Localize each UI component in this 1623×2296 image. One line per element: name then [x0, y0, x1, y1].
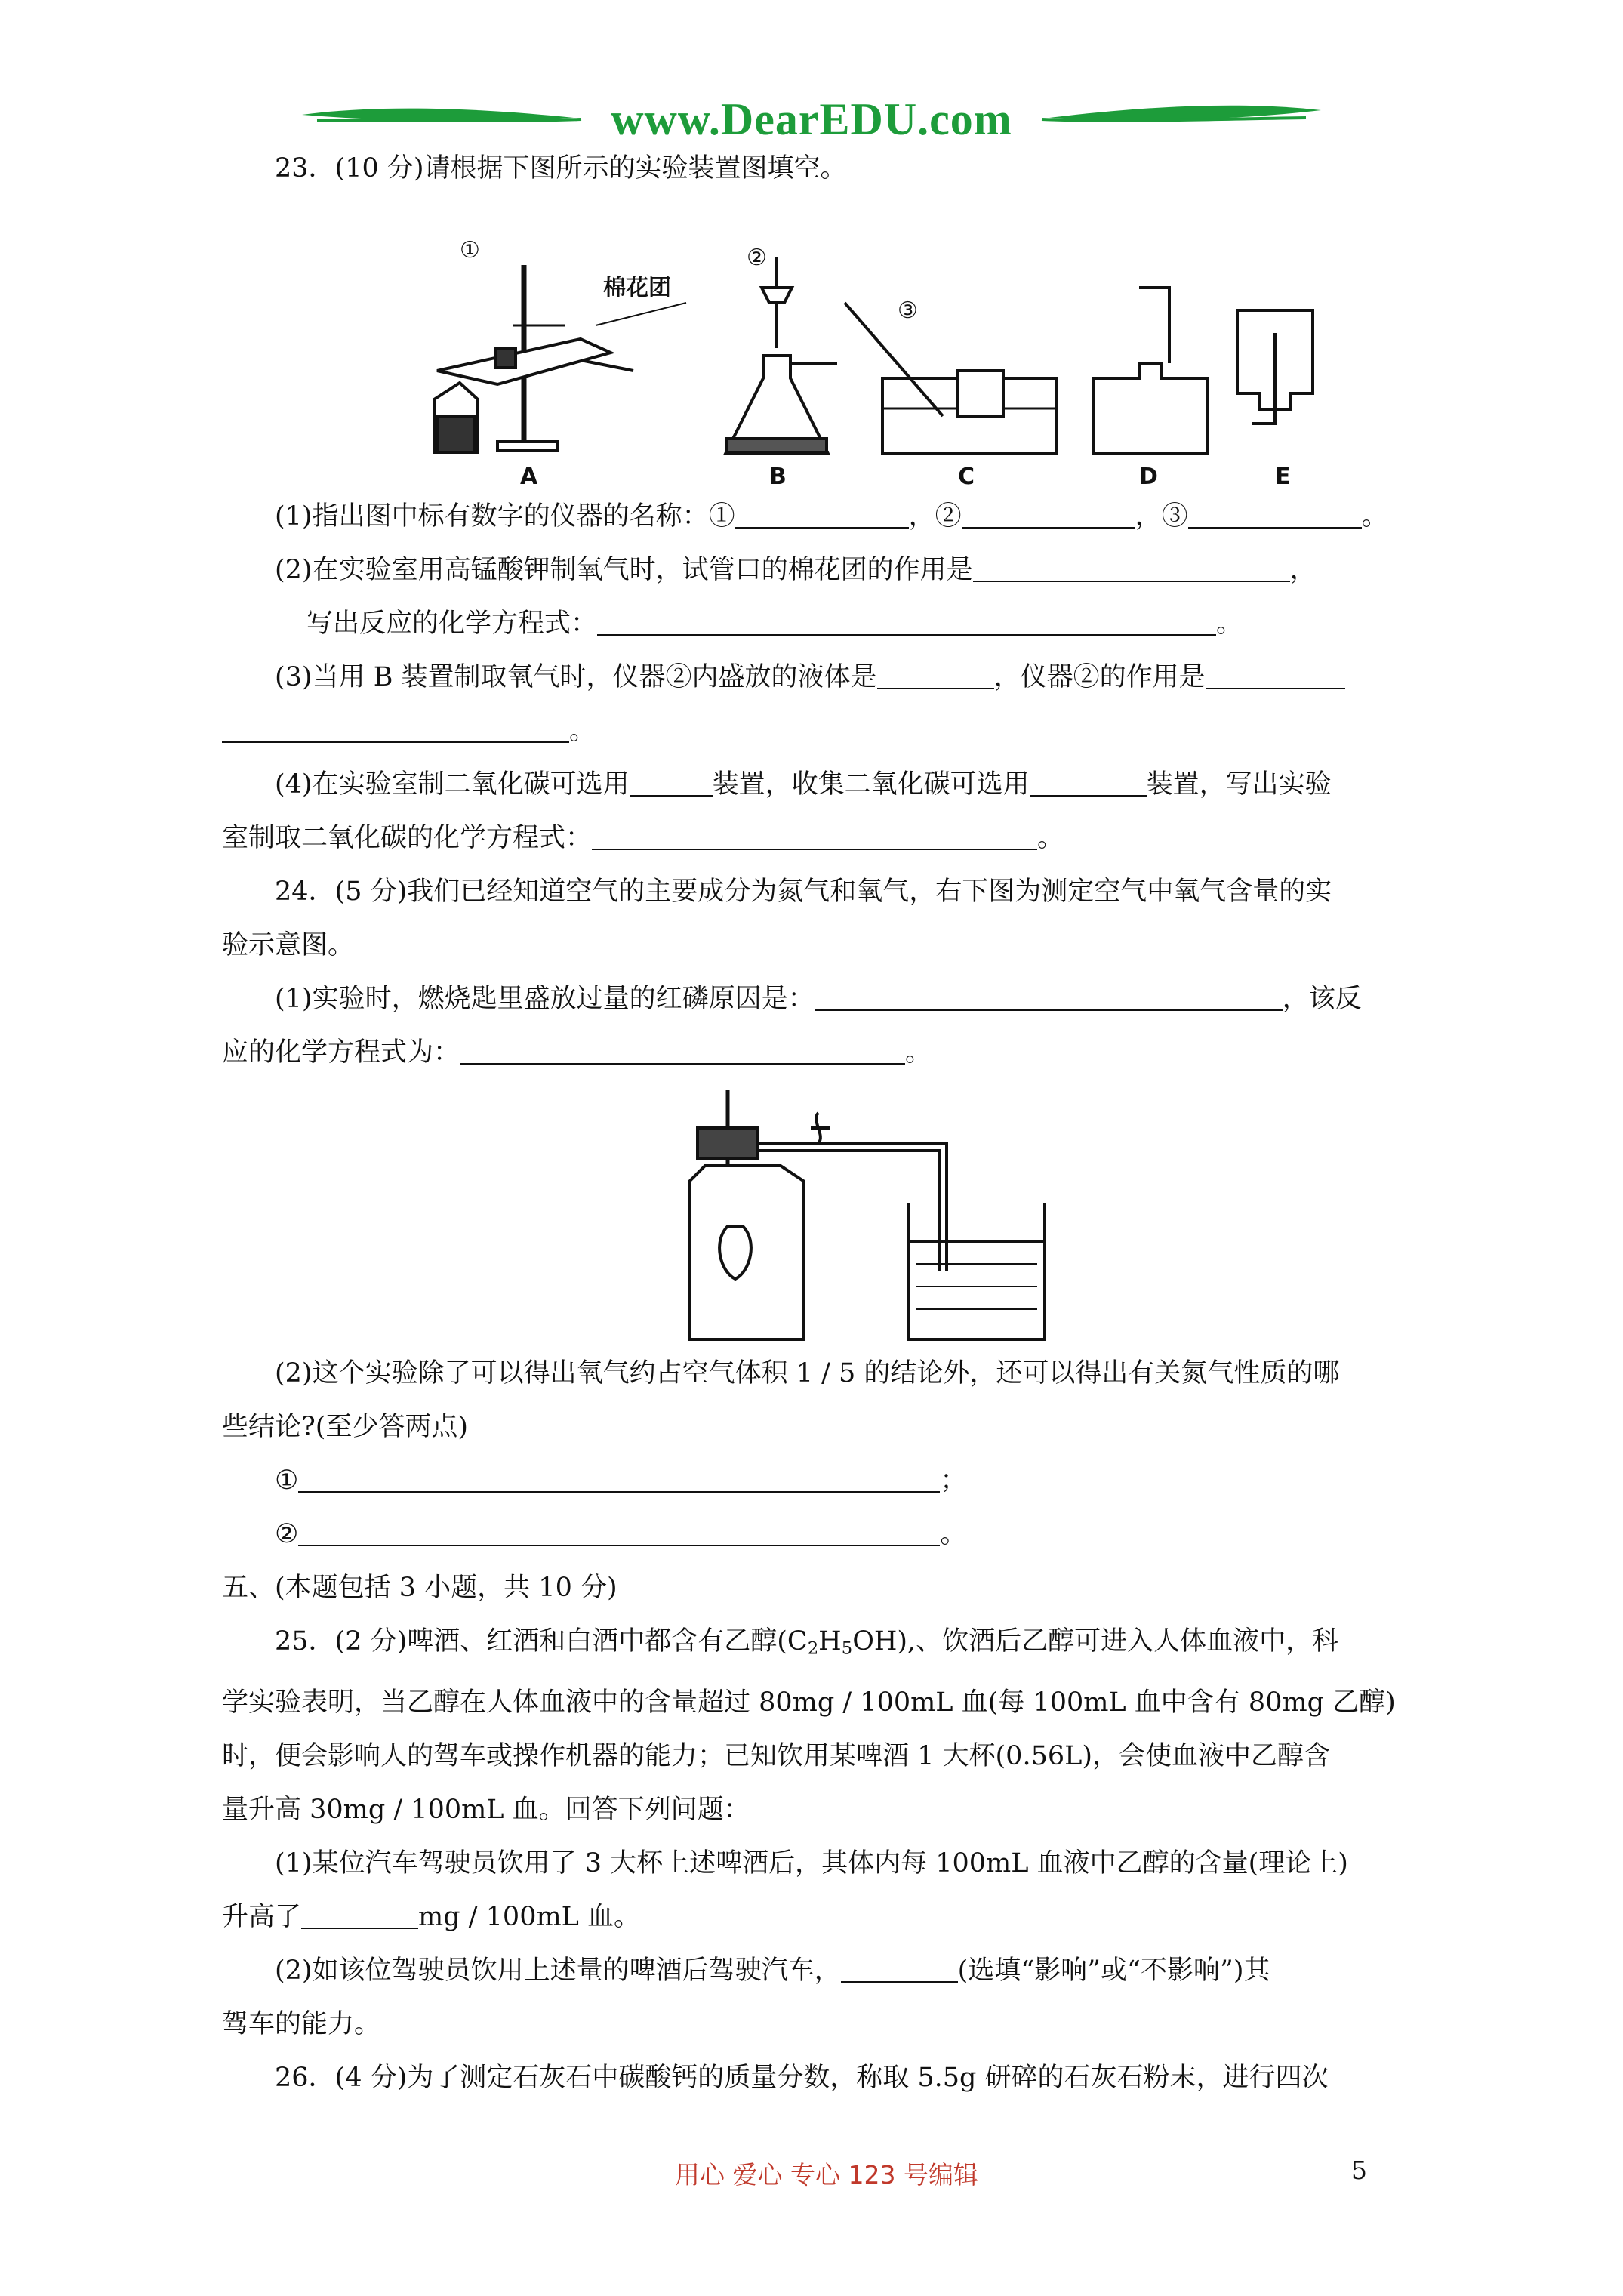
- q24-apparatus-figure: [682, 1090, 1135, 1347]
- answer-blank[interactable]: [841, 1955, 958, 1983]
- q25-l1-text-c: OH),、饮酒后乙醇可进入人体血液中，科: [852, 1626, 1339, 1657]
- q23-p4-text-c: 装置，写出实验: [1146, 769, 1332, 800]
- q23-p2-text-a: (2)在实验室用高锰酸钾制氧气时，试管口的棉花团的作用是: [275, 555, 973, 585]
- q23-part2-cont: [222, 597, 1416, 651]
- q25-p2-text-b: (选填“影响”或“不影响”)其: [957, 1955, 1270, 1986]
- q23-p4c-text-a: 室制取二氧化碳的化学方程式：: [222, 823, 593, 853]
- q25-l1-text-a: 25．(2 分)啤酒、红酒和白酒中都含有乙醇(C: [275, 1626, 808, 1657]
- q24-p1-text-a: (1)实验时，燃烧匙里盛放过量的红磷原因是：: [275, 984, 815, 1014]
- q24-p1-text-b: ，该反: [1282, 984, 1362, 1014]
- q25-part2: [222, 1944, 1416, 1998]
- answer-blank[interactable]: [1030, 769, 1147, 797]
- q23-part1: [222, 490, 1416, 544]
- answer-blank[interactable]: [973, 554, 1290, 582]
- fig-label-3: ③: [898, 297, 918, 324]
- q24-title-line1: 24．(5 分)我们已经知道空气的主要成分为氮气和氧气，右下图为测定空气中氧气含量的实: [275, 877, 1332, 907]
- q24-p1c-text-b: 。: [905, 1037, 932, 1068]
- fig-label-1: ①: [460, 237, 480, 264]
- q24-part1: [222, 972, 1416, 1026]
- q23-p4c-text-b: 。: [1037, 823, 1064, 853]
- q24-title-line2: 验示意图。: [222, 930, 355, 960]
- section-5-heading: 五、(本题包括 3 小题，共 10 分): [222, 1573, 617, 1603]
- q25-line3: 时，便会影响人的驾车或操作机器的能力；已知饮用某啤酒 1 大杯(0.56L)，会使血液中乙醇含: [222, 1740, 1331, 1771]
- q23-p3-text-b: ，仪器②的作用是: [993, 662, 1206, 692]
- q24-p1c-text-a: 应的化学方程式为：: [222, 1037, 460, 1068]
- footer-text: 用心 爱心 专心 123 号编辑: [675, 2160, 978, 2190]
- page-number: 5: [1351, 2156, 1367, 2185]
- site-logo-text: www.DearEDU.com: [611, 94, 1012, 144]
- q23-part4: [222, 758, 1416, 812]
- q25-subscript-2: 2: [807, 1638, 819, 1659]
- q23-p2-text-b: ，: [1289, 555, 1317, 585]
- q23-p2c-text-b: 。: [1216, 609, 1243, 639]
- q23-p1-text-d: 。: [1361, 501, 1388, 532]
- answer-blank[interactable]: [298, 1465, 940, 1493]
- fig-label-cotton: 棉花团: [603, 275, 671, 301]
- answer-blank[interactable]: [597, 608, 1216, 636]
- q25-part1: (1)某位汽车驾驶员饮用了 3 大杯上述啤酒后，其体内每 100mL 血液中乙醇的含量(理论上): [275, 1848, 1348, 1878]
- q23-title: 23．(10 分)请根据下图所示的实验装置图填空。: [275, 153, 847, 183]
- answer-blank[interactable]: [1206, 661, 1345, 689]
- q25-p1c-text-b: mg / 100mL 血。: [418, 1901, 641, 1932]
- page-footer: [0, 2156, 1623, 2201]
- fig-label-A: A: [520, 464, 538, 490]
- q23-part3: [222, 651, 1416, 704]
- q23-part2: [222, 544, 1416, 597]
- q23-p3-text-a: (3)当用 B 装置制取氧气时，仪器②内盛放的液体是: [275, 662, 877, 692]
- answer-blank[interactable]: [298, 1518, 940, 1546]
- q24-answer-2-end: 。: [940, 1519, 967, 1549]
- answer-blank[interactable]: [1188, 501, 1362, 529]
- q25-part2-cont: 驾车的能力。: [222, 2008, 381, 2039]
- answer-blank[interactable]: [630, 769, 713, 797]
- q25-line2: 学实验表明，当乙醇在人体血液中的含量超过 80mg / 100mL 血(每 100mL 血中含有 80mg 乙醇): [222, 1687, 1396, 1718]
- q24-part2-line2: 些结论?(至少答两点): [222, 1412, 469, 1442]
- q25-line1: [222, 1615, 1416, 1676]
- q23-apparatus-figure: [414, 212, 1396, 490]
- answer-blank[interactable]: [815, 983, 1283, 1011]
- q25-part1-cont: [222, 1891, 1416, 1944]
- q24-part2-line1: (2)这个实验除了可以得出氧气约占空气体积 1 / 5 的结论外，还可以得出有关氮气性质的哪: [275, 1358, 1340, 1388]
- q24-answer-1-end: ；: [940, 1465, 967, 1496]
- q23-p2c-text-a: 写出反应的化学方程式：: [306, 609, 598, 639]
- q25-subscript-5: 5: [841, 1638, 853, 1659]
- q25-l1-text-b: H: [818, 1626, 842, 1657]
- q25-p1c-text-a: 升高了: [222, 1901, 302, 1932]
- fig-label-2: ②: [747, 245, 767, 271]
- q25-p2-text-a: (2)如该位驾驶员饮用上述量的啤酒后驾驶汽车，: [275, 1955, 841, 1986]
- q23-p4-text-b: 装置，收集二氧化碳可选用: [712, 769, 1030, 800]
- exam-content: [222, 142, 1416, 2105]
- q23-p3c-text-b: 。: [569, 716, 596, 746]
- answer-blank[interactable]: [592, 822, 1037, 850]
- q23-p1-text-c: ，③: [1135, 501, 1188, 532]
- fig-label-D: D: [1139, 464, 1158, 490]
- q23-part4-cont: [222, 812, 1416, 865]
- fig-label-C: C: [958, 464, 975, 490]
- q23-part3-cont: [222, 704, 1416, 758]
- answer-blank[interactable]: [222, 715, 569, 743]
- q24-answer-2-marker: ②: [275, 1519, 299, 1549]
- q23-p1-text-a: (1)指出图中标有数字的仪器的名称：①: [275, 501, 735, 532]
- answer-blank[interactable]: [877, 661, 994, 689]
- q24-part1-cont: [222, 1026, 1416, 1080]
- answer-blank[interactable]: [460, 1037, 905, 1065]
- q24-answer-1: [222, 1454, 1416, 1508]
- q23-p4-text-a: (4)在实验室制二氧化碳可选用: [275, 769, 630, 800]
- answer-blank[interactable]: [962, 501, 1135, 529]
- fig-label-E: E: [1275, 464, 1291, 490]
- q23-p1-text-b: ，②: [908, 501, 962, 532]
- q26-line1: 26．(4 分)为了测定石灰石中碳酸钙的质量分数，称取 5.5g 研碎的石灰石粉末，进行四次: [275, 2062, 1329, 2093]
- answer-blank[interactable]: [301, 1901, 418, 1929]
- fig-label-B: B: [769, 464, 787, 490]
- answer-blank[interactable]: [735, 501, 909, 529]
- q24-answer-1-marker: ①: [275, 1465, 299, 1496]
- q25-line4: 量升高 30mg / 100mL 血。回答下列问题：: [222, 1794, 750, 1825]
- q24-answer-2: [222, 1508, 1416, 1561]
